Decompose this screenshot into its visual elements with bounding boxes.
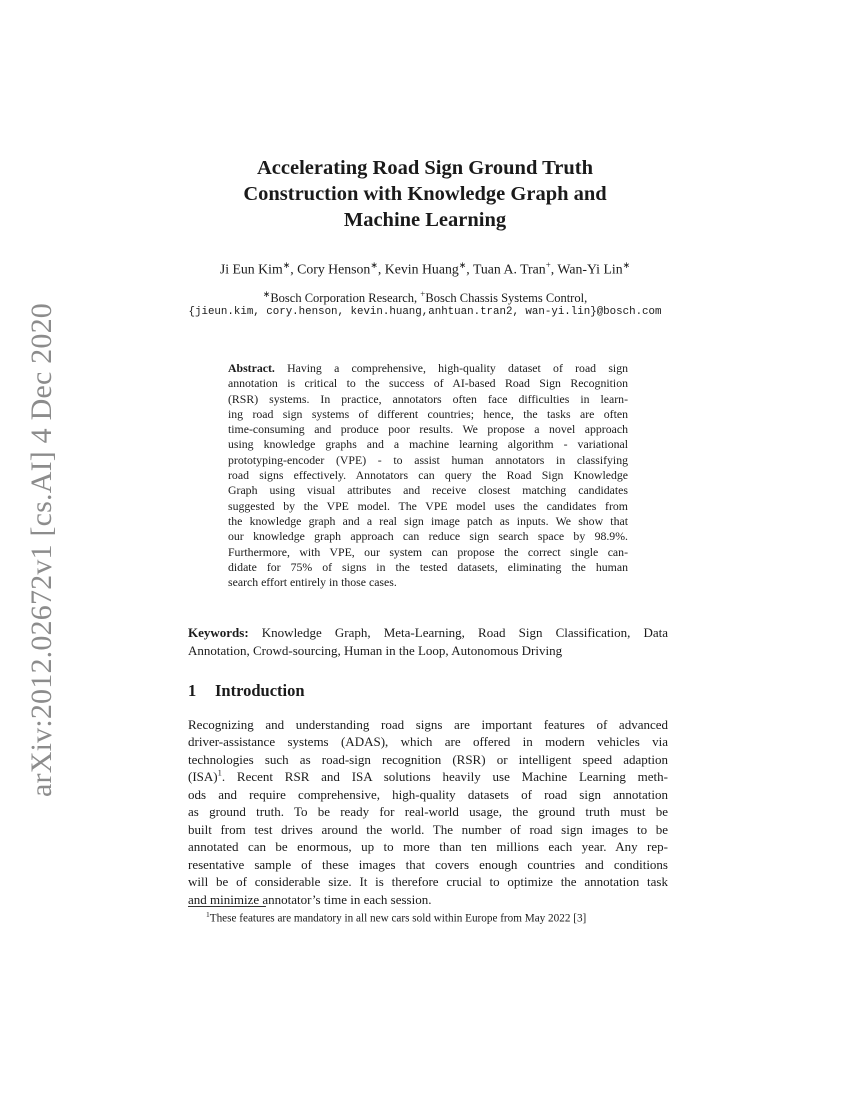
section-number: 1 xyxy=(188,681,197,700)
section-heading xyxy=(188,681,305,701)
author-mark: ∗ xyxy=(370,260,378,270)
footnote-ref[interactable]: 1 xyxy=(217,768,222,779)
body-line xyxy=(188,768,668,785)
author-mark: ∗ xyxy=(282,260,291,270)
author-separator: , xyxy=(377,261,385,277)
affiliation-mark: + xyxy=(420,289,426,299)
abstract-text: Having a comprehensive, high-quality dataset of road sign xyxy=(274,361,628,375)
keywords-label: Keywords: xyxy=(188,625,249,640)
paper-title xyxy=(0,155,850,233)
arxiv-stamp: arXiv:2012.02672v1 [cs.AI] 4 Dec 2020 xyxy=(25,303,58,797)
footnote xyxy=(206,910,586,925)
author-name: Wan-Yi Lin xyxy=(557,261,623,277)
section-title: Introduction xyxy=(215,681,305,700)
footnote-divider xyxy=(188,906,266,907)
author-mark: ∗ xyxy=(622,260,631,270)
abstract-line: annotation is critical to the success of AI-based Road Sign Recognition xyxy=(228,376,628,391)
abstract-line: Furthermore, with VPE, our system can propose the correct single can- xyxy=(228,544,628,559)
body-line: will be of considerable size. It is therefore crucial to optimize the annotation task xyxy=(188,874,668,890)
body-line: annotated can be enormous, up to more than ten millions each year. Any rep- xyxy=(188,839,668,855)
keywords-line xyxy=(188,624,668,642)
title-line: Construction with Knowledge Graph and xyxy=(243,183,607,205)
abstract-line: prototyping-encoder (VPE) - to assist human annotators in classifying xyxy=(228,452,628,467)
abstract-line: road signs effectively. Annotators can query the Road Sign Knowledge xyxy=(228,468,628,483)
body-text: (ISA) xyxy=(188,769,218,785)
author-mark: ∗ xyxy=(458,260,467,270)
title-line: Machine Learning xyxy=(343,209,507,231)
author-separator: , xyxy=(466,261,473,277)
body-paragraph xyxy=(188,716,668,908)
author-list xyxy=(0,260,850,278)
abstract-line: time-consuming and produce poor results. We propose a novel approach xyxy=(228,422,628,437)
abstract xyxy=(228,361,628,590)
affiliations xyxy=(0,289,850,306)
author-separator: , xyxy=(290,261,298,277)
body-line: and minimize annotator’s time in each session. xyxy=(188,891,432,907)
keywords-text: Knowledge Graph, Meta-Learning, Road Sign Classification, Data xyxy=(248,625,668,640)
body-line: technologies such as road-sign recognition (RSR) or intelligent speed adaption xyxy=(188,751,668,767)
abstract-line: using knowledge graphs and a machine learning algorithm - variational xyxy=(228,437,628,452)
abstract-line: suggested by the VPE model. The VPE model uses the candidates from xyxy=(228,498,628,513)
abstract-line: the knowledge graph and a real sign image patch as inputs. We show that xyxy=(228,513,628,528)
keywords-line: Annotation, Crowd-sourcing, Human in the Loop, Autonomous Driving xyxy=(188,642,563,658)
body-line: as ground truth. To be ready for real-world usage, the ground truth must be xyxy=(188,804,668,820)
author-name: Ji Eun Kim xyxy=(219,261,283,277)
body-line: resentative sample of these images that covers enough countries and conditions xyxy=(188,856,668,872)
affiliation-mark: ∗ xyxy=(262,289,271,299)
abstract-line: didate for 75% of signs in the tested datasets, eliminating the human xyxy=(228,559,628,574)
footnote-text: These features are mandatory in all new cars sold within Europe from May 2022 [3] xyxy=(209,912,587,925)
author-separator: , xyxy=(550,261,558,277)
title-line: Accelerating Road Sign Ground Truth xyxy=(256,157,593,179)
abstract-line: ing road sign systems of different countries; hence, the tasks are often xyxy=(228,406,628,421)
footnote-mark: 1 xyxy=(206,910,210,919)
abstract-line: our knowledge graph approach can reduce sign search space by 98.9%. xyxy=(228,529,628,544)
body-text: . Recent RSR and ISA solutions heavily use Machine Learning meth- xyxy=(221,769,668,785)
affiliation-org: Bosch Chassis Systems Control, xyxy=(425,291,588,306)
body-line: Recognizing and understanding road signs are important features of advanced xyxy=(188,717,668,732)
abstract-line: (RSR) systems. In practice, annotators often face difficulties in learn- xyxy=(228,391,628,406)
affiliation-org: Bosch Corporation Research, xyxy=(270,291,421,306)
abstract-line xyxy=(228,361,628,376)
author-emails: {jieun.kim, cory.henson, kevin.huang,anhtuan.tran2, wan-yi.lin}@bosch.com xyxy=(188,306,662,318)
abstract-label: Abstract. xyxy=(228,361,275,375)
author-name: Tuan A. Tran xyxy=(472,261,546,277)
body-line: ods and require comprehensive, high-quality datasets of road sign annotation xyxy=(188,786,668,802)
body-line: built from test drives around the world. The number of road sign images to be xyxy=(188,821,668,837)
abstract-line: Graph using visual attributes and receive closest matching candidates xyxy=(228,483,628,498)
author-name: Kevin Huang xyxy=(384,261,459,277)
abstract-line: search effort entirely in those cases. xyxy=(228,575,397,590)
body-line: driver-assistance systems (ADAS), which are offered in modern vehicles via xyxy=(188,734,668,750)
author-name: Cory Henson xyxy=(297,261,371,277)
keywords xyxy=(188,624,668,659)
author-mark: + xyxy=(545,260,551,270)
